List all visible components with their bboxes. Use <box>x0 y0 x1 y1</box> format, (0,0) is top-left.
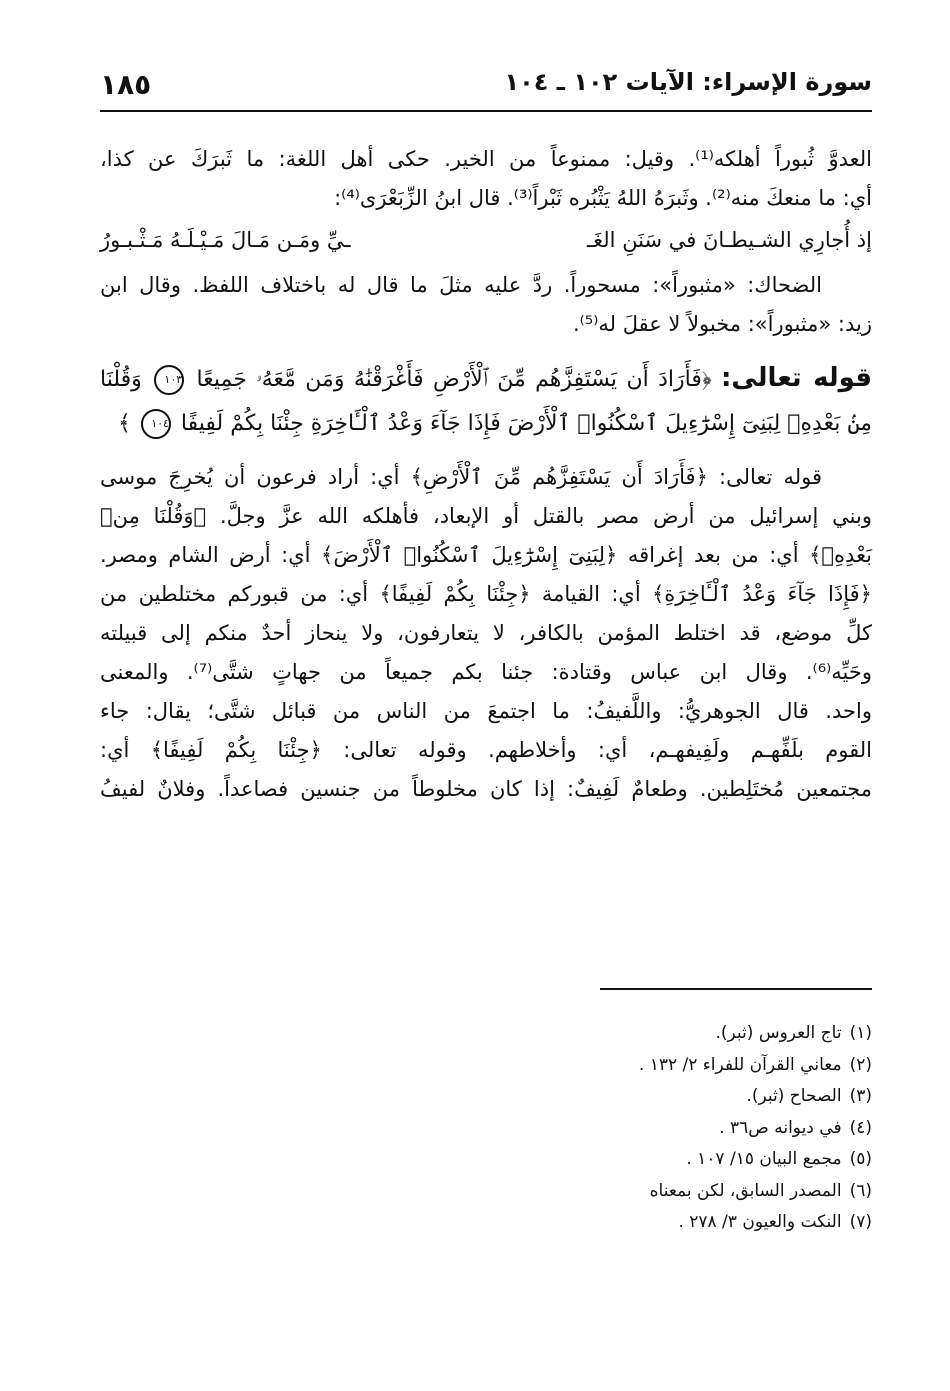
paragraph-1 <box>100 140 872 218</box>
text-line: وبني إسرائيل من أرض مصر بالقتل أو الإبعاد، فأهلكه الله عزَّ وجلَّ. ﴿وَقُلْنَا مِنۢ <box>100 504 872 528</box>
text-line: العدوَّ ثُبوراً أهلكه⁽¹⁾. وقيل: ممنوعاً من الخير. حكى أهل اللغة: ما ثَبرَكَ عن كذا، <box>100 147 872 171</box>
text-line: القوم بلَفِّهـم ولَفِيفهـم، أي: وأخلاطهم. وقوله تعالى: ﴿جِئْنَا بِكُمْ لَفِيفًا﴾ أي: <box>100 738 872 762</box>
footnote-number: (٢) <box>849 1054 872 1075</box>
footnote-item <box>272 1113 872 1145</box>
footnote-text: المصدر السابق، لكن بمعناه <box>649 1180 842 1201</box>
verse-text: وَقُلْنَا <box>100 367 142 392</box>
footnote-number: (٦) <box>849 1180 872 1201</box>
page-number: ١٨٥ <box>100 68 152 101</box>
footnote-text: تاج العروس (ثبر). <box>715 1023 842 1043</box>
quran-verse-block <box>100 356 872 446</box>
text-line: قوله تعالى: ﴿فَأَرَادَ أَن يَسْتَفِزَّهُم مِّنَ ٱلْأَرْضِ﴾ أي: أراد فرعون أن يُخرِجَ موسى <box>100 465 822 489</box>
footnote-number: (٥) <box>849 1149 872 1169</box>
footnote-item <box>272 1144 872 1176</box>
ayah-number-marker: ١٠٣ <box>154 365 184 395</box>
verse-line <box>100 356 872 402</box>
footnote-item <box>272 1207 872 1239</box>
text-line: ﴿فَإِذَا جَآءَ وَعْدُ ٱلْـَٔاخِرَةِ﴾ أي: القيامة ﴿جِئْنَا بِكُمْ لَفِيفًا﴾ أي: من قبوركم مختلطين من <box>100 582 872 606</box>
text-line: وحَيِّه⁽⁶⁾. وقال ابن عباس وقتادة: جئنا بكم جميعاً من جهاتٍ شتَّى⁽⁷⁾. والمعنى <box>100 660 873 684</box>
footnote-text: الصحاح (ثبر). <box>746 1086 842 1106</box>
text-line: واحد. قال الجوهريُّ: واللَّفيفُ: ما اجتمعَ من الناس من قبائل شتَّى؛ يقال: جاء <box>100 699 872 723</box>
footnote-item <box>272 1018 872 1050</box>
verse-text: مِنۢ بَعْدِهِۦ لِبَنِىٓ إِسْرَٰٓءِيلَ ٱسْكُنُوا۟ ٱلْأَرْضَ فَإِذَا جَآءَ وَعْدُ ٱلْـَٔاخِرَةِ جِئْنَا بِكُمْ لَفِيفًا <box>180 411 872 436</box>
text-line: زيد: «مثبوراً»: مخبولاً لا عقلَ له⁽⁵⁾. <box>572 312 872 336</box>
footnote-text: مجمع البيان ١٥/ ١٠٧ . <box>686 1149 842 1169</box>
footnote-number: (٧) <box>849 1212 872 1232</box>
text-line: كلِّ موضع، قد اختلط المؤمن بالكافر، لا يتعارفون، ولا ينحاز أحدٌ منكم إلى قبيلته <box>100 621 872 645</box>
footnote-text: معاني القرآن للفراء ٢/ ١٣٢ . <box>638 1054 842 1075</box>
text-line: بَعْدِهِۦ﴾ أي: من بعد إغراقه ﴿لِبَنِىٓ إِسْرَٰٓءِيلَ ٱسْكُنُوا۟ ٱلْأَرْضَ﴾ أي: أرض الشام ومصر. <box>100 543 872 567</box>
footnote-text: النكت والعيون ٣/ ٢٧٨ . <box>678 1212 842 1232</box>
footnote-number: (٤) <box>849 1117 872 1138</box>
footnote-item <box>272 1176 872 1208</box>
ayah-number-marker: ١٠٤ <box>141 409 171 439</box>
header-divider <box>100 110 872 112</box>
poetry-verse <box>100 221 872 260</box>
running-title: سورة الإسراء: الآيات ١٠٢ ـ ١٠٤ <box>504 68 872 96</box>
paragraph-3 <box>100 458 872 809</box>
text-line: الضحاك: «مثبوراً»: مسحوراً. ردَّ عليه مثلَ ما قال له باختلاف اللفظ. وقال ابن <box>100 273 822 297</box>
verse-text: ﴾ <box>118 411 131 436</box>
verse-heading: قوله تعالى: <box>721 363 872 393</box>
verse-line <box>100 402 872 446</box>
paragraph-2 <box>100 266 872 344</box>
footnotes <box>272 1018 872 1239</box>
footnote-item <box>272 1081 872 1113</box>
text-line: أي: ما منعكَ منه⁽²⁾. وثَبرَهُ اللهُ يَثْبُره ثَبْراً⁽³⁾. قال ابنُ الزِّبَعْرَى⁽⁴⁾: <box>334 186 872 210</box>
text-line: مجتمعين مُختَلِطين. وطعامٌ لَفِيفٌ: إذا كان مخلوطاً من جنسين فصاعداً. وفلانٌ لفيفُ <box>100 777 872 801</box>
poem-first-hemistich: إذ أُجارِي الشـيطـانَ في سَنَنِ الغَـ <box>587 228 872 252</box>
footnote-number: (١) <box>849 1023 872 1043</box>
main-text <box>100 140 872 809</box>
poem-second-hemistich: ـيِّ ومَـن مَـالَ مَـيْـلَـهُ مَـثْـبـورُ <box>100 228 351 252</box>
page-header <box>100 66 872 106</box>
footnote-number: (٣) <box>849 1086 872 1106</box>
verse-text: ﴿فَأَرَادَ أَن يَسْتَفِزَّهُم مِّنَ ٱلْأَرْضِ فَأَغْرَقْنَٰهُ وَمَن مَّعَهُۥ جَمِيعًا <box>196 367 712 392</box>
footnote-item <box>272 1050 872 1082</box>
footnote-divider <box>600 988 872 990</box>
footnote-text: في ديوانه ص٣٦ . <box>719 1117 842 1138</box>
